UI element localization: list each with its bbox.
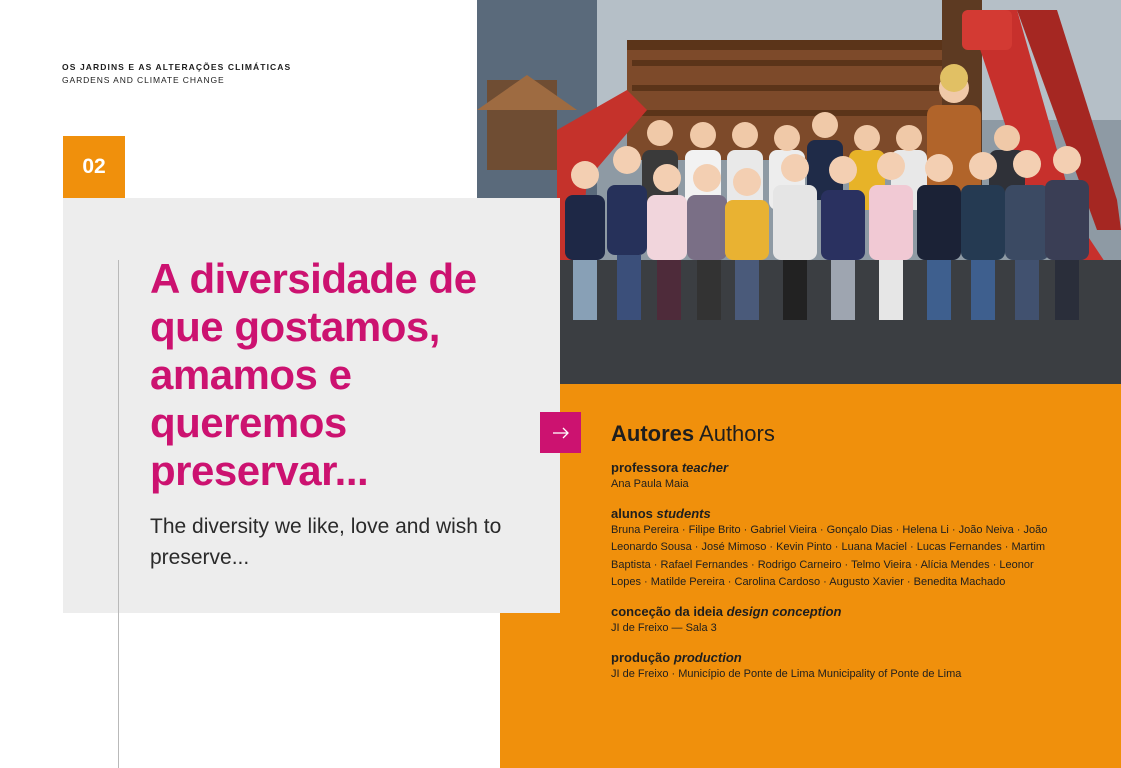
page-subtitle: The diversity we like, love and wish to preserve...: [150, 515, 502, 569]
teacher-label-en: teacher: [681, 460, 729, 475]
teacher-name: Ana Paula Maia: [611, 478, 689, 490]
authors-heading-pt: Autores: [611, 421, 695, 446]
vertical-divider: [118, 260, 119, 768]
students-label-pt: alunos: [611, 505, 653, 521]
design-value: JI de Freixo — Sala 3: [611, 621, 717, 634]
design-block: [611, 603, 1061, 638]
next-arrow-button[interactable]: [540, 412, 581, 453]
production-label-pt: produção: [611, 649, 671, 665]
production-value: JI de Freixo · Município de Ponte de Lima Municipality of Ponte de Lima: [611, 667, 962, 680]
class-group-photo: [477, 0, 1121, 384]
chapter-number-badge: 02: [63, 136, 125, 198]
teacher-label-pt: professora: [611, 460, 679, 475]
arrow-right-icon: [552, 427, 570, 439]
design-label-en: design conception: [726, 603, 842, 619]
production-label-en: production: [673, 649, 742, 665]
students-label: [611, 505, 1061, 522]
production-block: [611, 649, 1061, 684]
teacher-block: [611, 459, 1061, 494]
production-label: [611, 649, 1061, 666]
students-list: Bruna Pereira · Filipe Brito · Gabriel Vieira · Gonçalo Dias · Helena Li · João Neiva · João Leonardo Sousa · José Mimoso · Kevin Pinto · Luana Maciel · Lucas Fernandes · Martim Baptista · Rafael Fernandes · Rodrigo Carneiro · Telmo Vieira · Alícia Mendes · Leonor Lopes · Matilde Pereira · Carolina Cardoso · Augusto Xavier · Benedita Machado: [611, 523, 1048, 589]
page-title: A diversidade de que gostamos, amamos e queremos preservar...: [150, 255, 477, 494]
design-label-pt: conceção da ideia: [611, 603, 723, 619]
page-header: [62, 62, 291, 85]
header-title-pt: OS JARDINS E AS ALTERAÇÕES CLIMÁTICAS: [62, 62, 292, 72]
students-block: [611, 505, 1061, 592]
authors-heading: [611, 421, 1061, 447]
authors-section: [611, 421, 1061, 694]
teacher-label: [611, 459, 1061, 476]
design-label: [611, 603, 1061, 620]
students-label-en: students: [656, 505, 711, 521]
authors-heading-en: Authors: [699, 421, 775, 446]
class-photo-illustration: [477, 0, 1121, 384]
header-title-en: GARDENS AND CLIMATE CHANGE: [62, 75, 225, 85]
